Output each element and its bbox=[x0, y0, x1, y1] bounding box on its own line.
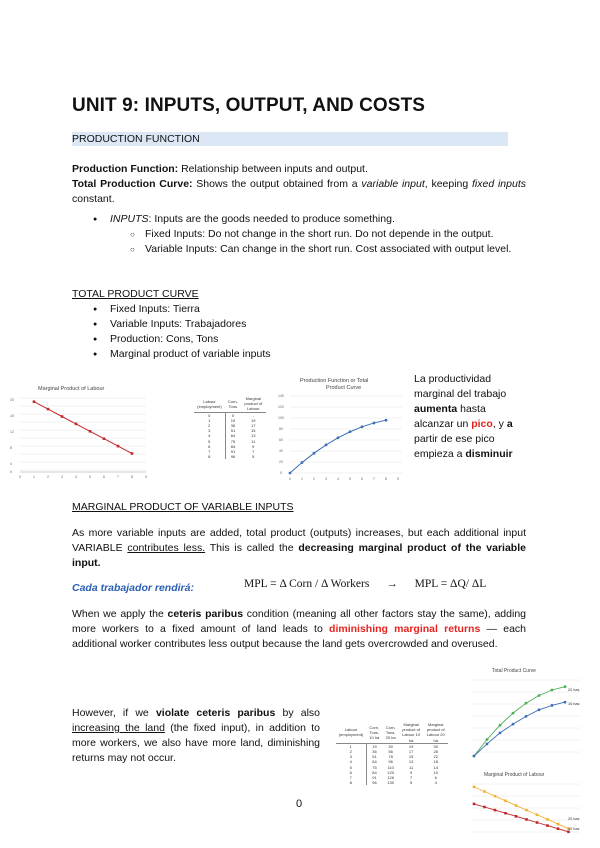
table-cell: 7 bbox=[194, 449, 225, 454]
table-cell: 126 bbox=[387, 775, 394, 781]
data-point bbox=[538, 708, 541, 711]
data-point bbox=[546, 824, 549, 827]
data-point bbox=[373, 422, 376, 425]
table-cell: 30 bbox=[388, 743, 393, 749]
table-cell: 91 bbox=[230, 449, 236, 455]
table-cell: 0 bbox=[231, 412, 235, 418]
svg-text:5: 5 bbox=[89, 475, 91, 479]
table-cell: 6 bbox=[336, 770, 366, 775]
text: (the fixed input), in addition to more workers, we also have more land, diminishing returns may not occur. bbox=[72, 722, 320, 764]
data-point bbox=[499, 732, 502, 735]
table-header-row bbox=[336, 722, 448, 743]
table-header: Corn, Tons, 20 ha bbox=[382, 722, 398, 743]
svg-text:1: 1 bbox=[33, 475, 35, 479]
table-cell: 4 bbox=[434, 780, 437, 786]
chart-grid bbox=[290, 396, 402, 473]
series-label-20ha: 20 has bbox=[568, 688, 580, 692]
data-point bbox=[494, 795, 497, 798]
data-point bbox=[515, 815, 518, 818]
table-cell: 7 bbox=[336, 775, 366, 780]
svg-text:3: 3 bbox=[61, 475, 63, 479]
data-point bbox=[131, 452, 134, 455]
table-header: Labour (employment) bbox=[336, 722, 366, 743]
text: Shows the output obtained from a bbox=[192, 178, 362, 190]
data-point bbox=[515, 804, 518, 807]
data-point bbox=[89, 430, 92, 433]
note-text: alcanzar un bbox=[414, 418, 472, 430]
data-point bbox=[33, 400, 36, 403]
mpl-formula bbox=[244, 578, 486, 590]
series-line-20ha bbox=[474, 687, 565, 756]
table-cell: 30 bbox=[433, 743, 438, 749]
strong: violate ceteris paribus bbox=[155, 707, 276, 719]
table-body bbox=[336, 743, 448, 785]
section-heading-text: TOTAL PRODUCT CURVE bbox=[72, 288, 199, 300]
svg-text:0: 0 bbox=[19, 475, 21, 479]
table-cell: 51 bbox=[372, 754, 377, 760]
table-cell: 78 bbox=[388, 754, 393, 760]
table-cell: 15 bbox=[408, 754, 414, 760]
arrow-icon: → bbox=[386, 578, 398, 590]
strong: ceteris paribus bbox=[167, 608, 244, 620]
svg-text:3: 3 bbox=[325, 477, 327, 481]
table-cell: 91 bbox=[372, 775, 377, 781]
data-point bbox=[337, 436, 340, 439]
text: , keeping bbox=[424, 178, 473, 190]
table-cell: 4 bbox=[194, 433, 225, 438]
data-point bbox=[361, 425, 364, 428]
svg-text:20: 20 bbox=[10, 398, 14, 402]
table-cell: 120 bbox=[387, 769, 394, 775]
chart-total-product-two-series bbox=[462, 664, 586, 764]
data-point bbox=[486, 738, 489, 741]
table-cell: 36 bbox=[372, 749, 377, 755]
data-point bbox=[473, 803, 476, 806]
data-point bbox=[551, 704, 554, 707]
note-strong: aumenta bbox=[414, 403, 458, 415]
table-cell: 13 bbox=[251, 433, 256, 439]
data-point bbox=[557, 823, 560, 826]
underline: contributes less. bbox=[127, 542, 206, 554]
table-cell: 9 bbox=[252, 443, 255, 449]
table-header: Corn, Tons, 10 ha bbox=[366, 722, 382, 743]
table-header: Marginal product of Labour 10 ha bbox=[399, 722, 424, 743]
data-point bbox=[47, 408, 50, 411]
table-cell: 17 bbox=[408, 749, 414, 755]
svg-text:140: 140 bbox=[278, 394, 284, 398]
table-cell: 6 bbox=[434, 775, 437, 781]
text: constant. bbox=[72, 193, 115, 205]
chart-marginal-product-two-series bbox=[462, 768, 586, 844]
table-cell: 11 bbox=[251, 438, 256, 444]
table bbox=[336, 722, 448, 785]
table-cell: 11 bbox=[409, 764, 414, 770]
list-item: ● Variable Inputs: Trabajadores bbox=[110, 317, 271, 332]
note-line: partir de ese pico bbox=[414, 433, 495, 445]
text: However, if we bbox=[72, 707, 156, 719]
data-point bbox=[325, 444, 328, 447]
note-line: marginal del trabajo bbox=[414, 388, 507, 400]
list-item: ● Fixed Inputs: Tierra bbox=[110, 302, 271, 317]
list-item: ○ Fixed Inputs: Do not change in the short run. Do not depende in the output. bbox=[145, 227, 526, 242]
table-cell: 0 bbox=[194, 412, 225, 418]
data-point bbox=[313, 452, 316, 455]
text: by also bbox=[275, 707, 320, 719]
table-cell: 84 bbox=[230, 443, 236, 449]
note-highlight: pico bbox=[471, 418, 493, 430]
term: INPUTS bbox=[110, 213, 149, 225]
svg-text:100: 100 bbox=[278, 416, 284, 420]
data-point bbox=[525, 818, 528, 821]
svg-text:8: 8 bbox=[385, 477, 387, 481]
data-point bbox=[301, 461, 304, 464]
table-cell: 130 bbox=[387, 780, 394, 786]
table-cell: 96 bbox=[372, 780, 377, 786]
svg-text:0: 0 bbox=[289, 477, 291, 481]
chart-production-function bbox=[278, 374, 408, 484]
underline: increasing the land bbox=[72, 722, 165, 734]
section-heading-text: PRODUCTION FUNCTION bbox=[72, 133, 200, 145]
term: Total Production Curve: bbox=[72, 178, 193, 190]
table-header: Marginal product of Labour 20 ha bbox=[423, 722, 448, 743]
text: : Inputs are the goods needed to produce something. bbox=[148, 213, 395, 225]
tpc-list bbox=[110, 302, 271, 362]
formula-corn: MPL = Δ Corn / Δ Workers bbox=[244, 578, 370, 590]
table-header: Corn, Tons bbox=[225, 396, 241, 412]
table-cell: 56 bbox=[388, 749, 393, 755]
table-cell: 110 bbox=[387, 764, 394, 770]
data-point bbox=[525, 702, 528, 705]
table-row bbox=[194, 454, 266, 459]
data-point bbox=[504, 800, 507, 803]
data-point bbox=[536, 813, 539, 816]
formula-delta: MPL = ΔQ/ ΔL bbox=[414, 578, 487, 590]
table-header: Labour (employment) bbox=[194, 396, 225, 412]
svg-text:6: 6 bbox=[103, 475, 105, 479]
note-text: , y bbox=[492, 418, 507, 430]
table-cell: 64 bbox=[372, 759, 377, 765]
table-cell: 96 bbox=[230, 454, 236, 460]
cada-trabajador-label: Cada trabajador rendirá: bbox=[72, 582, 194, 594]
series-label-10ha: 10 has bbox=[568, 827, 580, 831]
definition-production-function bbox=[72, 162, 526, 177]
svg-text:5: 5 bbox=[349, 477, 351, 481]
svg-text:8: 8 bbox=[131, 475, 133, 479]
svg-text:4: 4 bbox=[337, 477, 339, 481]
data-point bbox=[538, 694, 541, 697]
data-point bbox=[349, 430, 352, 433]
chart-title: Marginal Product of Labour bbox=[38, 386, 105, 392]
data-point bbox=[483, 790, 486, 793]
table-cell: 1 bbox=[194, 418, 225, 423]
series-points bbox=[473, 685, 567, 757]
emphasis: fixed inputs bbox=[472, 178, 526, 190]
data-point bbox=[564, 701, 567, 704]
svg-text:16: 16 bbox=[10, 414, 14, 418]
table-cell: 19 bbox=[408, 743, 414, 749]
note-line bbox=[414, 402, 524, 417]
data-point bbox=[557, 827, 560, 830]
data-point bbox=[504, 812, 507, 815]
note-strong: disminuir bbox=[465, 448, 513, 460]
svg-text:2: 2 bbox=[313, 477, 315, 481]
svg-text:8: 8 bbox=[10, 446, 12, 450]
text: When we apply the bbox=[72, 608, 168, 620]
table-cell: 75 bbox=[230, 438, 236, 444]
data-point bbox=[512, 712, 515, 715]
data-point bbox=[512, 723, 515, 726]
page-title: UNIT 9: INPUTS, OUTPUT, AND COSTS bbox=[72, 95, 426, 116]
paragraph-decreasing-marginal-product bbox=[72, 526, 526, 571]
data-point bbox=[536, 821, 539, 824]
data-point bbox=[551, 689, 554, 692]
y-tick-labels bbox=[278, 394, 284, 475]
note-text: empieza a bbox=[414, 448, 466, 460]
svg-text:7: 7 bbox=[373, 477, 375, 481]
data-point bbox=[289, 472, 292, 475]
table bbox=[194, 396, 266, 459]
table-cell: 10 bbox=[433, 769, 438, 775]
table-cell: 18 bbox=[433, 759, 438, 765]
text: This is called the bbox=[205, 542, 299, 554]
page-number: 0 bbox=[296, 798, 303, 810]
chart-title-line2: Product Curve bbox=[326, 385, 362, 391]
table-cell: 5 bbox=[194, 439, 225, 444]
section-heading-total-product-curve bbox=[72, 287, 199, 302]
data-point bbox=[494, 809, 497, 812]
table-cell: 17 bbox=[251, 423, 256, 429]
definition-total-production-curve bbox=[72, 177, 526, 207]
list-item: ○ Variable Inputs: Can change in the short run. Cost associated with output level. bbox=[145, 242, 526, 257]
data-point bbox=[61, 415, 64, 418]
data-point bbox=[103, 437, 106, 440]
table-cell: 9 bbox=[409, 769, 413, 775]
table-cell: 19 bbox=[251, 417, 256, 423]
table-cell: 2 bbox=[194, 423, 225, 428]
svg-text:12: 12 bbox=[10, 430, 14, 434]
table-cell: 5 bbox=[409, 780, 413, 786]
table-cell: 19 bbox=[230, 417, 236, 423]
definitions-block bbox=[72, 162, 526, 207]
data-point bbox=[525, 809, 528, 812]
table-cell: 5 bbox=[336, 765, 366, 770]
text: As more variable inputs are added, total product (outputs) increases, but each additional input VARIABLE bbox=[72, 527, 526, 554]
table-cell: 22 bbox=[433, 754, 438, 760]
y-tick-labels bbox=[10, 398, 14, 474]
svg-text:0: 0 bbox=[280, 471, 282, 475]
data-point bbox=[564, 685, 567, 688]
table-cell: 1 bbox=[336, 743, 366, 749]
data-point bbox=[499, 724, 502, 727]
svg-text:60: 60 bbox=[279, 438, 283, 442]
highlight: diminishing marginal returns bbox=[329, 623, 481, 635]
table-header-row bbox=[194, 396, 266, 412]
data-point bbox=[525, 715, 528, 718]
chart-grid bbox=[20, 398, 146, 470]
svg-text:2: 2 bbox=[47, 475, 49, 479]
table-cell: 14 bbox=[433, 764, 438, 770]
table-cell: 84 bbox=[372, 769, 377, 775]
svg-text:4: 4 bbox=[75, 475, 77, 479]
table-cell: 26 bbox=[433, 749, 438, 755]
productivity-note bbox=[414, 372, 524, 462]
table-body bbox=[194, 412, 266, 459]
list-item: ● Production: Cons, Tons bbox=[110, 332, 271, 347]
inputs-list bbox=[110, 212, 526, 227]
paragraph-violate-ceteris-paribus bbox=[72, 706, 320, 766]
term: Production Function: bbox=[72, 163, 179, 175]
table-header: Marginal product of Labour bbox=[241, 396, 266, 412]
table-cell: 96 bbox=[388, 759, 393, 765]
marginal-product-table bbox=[194, 396, 266, 459]
table-cell: 3 bbox=[336, 754, 366, 759]
svg-text:6: 6 bbox=[361, 477, 363, 481]
table-cell: - bbox=[252, 412, 254, 418]
svg-text:40: 40 bbox=[279, 449, 283, 453]
svg-text:9: 9 bbox=[397, 477, 399, 481]
x-tick-labels bbox=[19, 475, 147, 479]
table-cell: 13 bbox=[408, 759, 414, 765]
series-line bbox=[290, 420, 386, 473]
inputs-sublist bbox=[145, 227, 526, 257]
text: — each additional worker contributes less output because the land gets overcrowded and overused. bbox=[72, 623, 526, 650]
series-points bbox=[289, 419, 388, 475]
chart-title: Marginal Product of Labour bbox=[484, 772, 545, 778]
chart-title: Total Product Curve bbox=[492, 668, 536, 674]
table-cell: 3 bbox=[194, 428, 225, 433]
table-cell: 5 bbox=[252, 454, 255, 460]
data-point bbox=[385, 419, 388, 422]
table-cell: 15 bbox=[251, 428, 256, 434]
table-cell: 19 bbox=[372, 743, 377, 749]
data-point bbox=[473, 786, 476, 789]
table-cell: 51 bbox=[230, 428, 236, 434]
note-line bbox=[414, 447, 524, 462]
data-point bbox=[546, 818, 549, 821]
table-cell: 8 bbox=[194, 454, 225, 459]
series-label-20ha: 20 has bbox=[568, 817, 580, 821]
svg-text:1: 1 bbox=[301, 477, 303, 481]
data-point bbox=[75, 423, 78, 426]
section-heading-text: MARGINAL PRODUCT OF VARIABLE INPUTS bbox=[72, 501, 294, 513]
definition-text: Relationship between inputs and output. bbox=[178, 163, 368, 175]
svg-text:9: 9 bbox=[145, 475, 147, 479]
data-point bbox=[486, 743, 489, 746]
list-item: ● Marginal product of variable inputs bbox=[110, 347, 271, 362]
table-cell: 4 bbox=[336, 759, 366, 764]
table-cell: 6 bbox=[194, 444, 225, 449]
data-point bbox=[483, 806, 486, 809]
series-label-10ha: 10 has bbox=[568, 702, 580, 706]
svg-text:20: 20 bbox=[279, 460, 283, 464]
list-item bbox=[110, 212, 526, 227]
note-strong: a bbox=[506, 418, 513, 430]
table-cell: 7 bbox=[252, 449, 255, 455]
two-land-table bbox=[336, 722, 448, 785]
svg-text:4: 4 bbox=[10, 462, 12, 466]
section-heading-marginal-product bbox=[72, 500, 294, 515]
paragraph-ceteris-paribus bbox=[72, 607, 526, 652]
svg-text:0: 0 bbox=[10, 470, 12, 474]
table-cell: 75 bbox=[372, 764, 377, 770]
note-text: hasta bbox=[457, 403, 486, 415]
table-cell: 36 bbox=[230, 423, 236, 429]
emphasis: variable input bbox=[361, 178, 425, 190]
data-point bbox=[473, 755, 476, 758]
table-cell: 7 bbox=[409, 775, 413, 781]
svg-text:7: 7 bbox=[117, 475, 119, 479]
table-cell: 8 bbox=[336, 780, 366, 785]
svg-text:120: 120 bbox=[278, 405, 284, 409]
table-row bbox=[336, 780, 448, 785]
svg-text:80: 80 bbox=[279, 427, 283, 431]
series-line-10ha bbox=[474, 702, 565, 756]
section-heading-production-function bbox=[72, 132, 508, 146]
data-point bbox=[117, 445, 120, 448]
table-cell: 2 bbox=[336, 749, 366, 754]
note-line: La productividad bbox=[414, 373, 492, 385]
chart-title-line1: Production Function or Total bbox=[300, 378, 369, 384]
note-line bbox=[414, 417, 524, 432]
x-tick-labels bbox=[289, 477, 399, 481]
table-cell: 64 bbox=[230, 433, 236, 439]
chart-marginal-product-1 bbox=[8, 380, 150, 480]
text: condition (meaning all other factors stay the same), adding more workers to a fixed amount of land leads to bbox=[72, 608, 526, 635]
strong: decreasing marginal product of the variable input. bbox=[72, 542, 526, 569]
